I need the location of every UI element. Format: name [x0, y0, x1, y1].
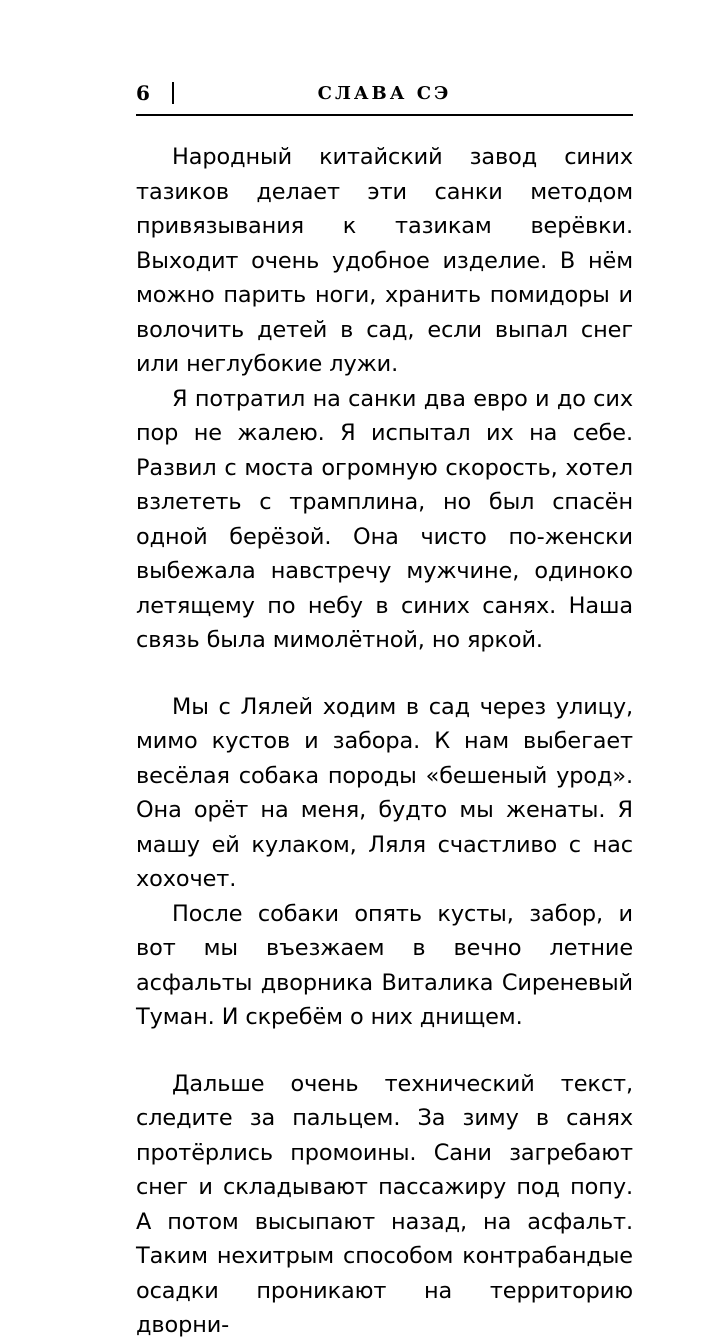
running-head [136, 78, 633, 116]
body-text [136, 140, 633, 1343]
paragraph: Мы с Лялей ходим в сад через улицу, мимо кустов и забора. К нам выбегает весёлая собака породы «бешеный урод». Она орёт на меня, будто мы женаты. Я машу ей кулаком, Ляля счастливо с нас хохочет. [136, 693, 633, 892]
paragraph: После собаки опять кусты, забор, и вот мы въезжаем в вечно летние асфальты дворника Виталика Сиреневый Туман. И скребём о них днищем. [136, 900, 633, 1030]
page-number: 6 [136, 81, 150, 105]
page-content [136, 78, 633, 1343]
paragraph: Народный китайский завод синих тазиков делает эти санки методом привязывания к тазикам верёвки. Выходит очень удобное изделие. В нём можно парить ноги, хранить помидоры и волочить детей в сад, если выпал снег или неглубокие лужи. [136, 144, 633, 377]
running-head-title: СЛАВА СЭ [317, 82, 452, 104]
paragraph: Дальше очень технический текст, следите за пальцем. За зиму в санях протёрлись промоины. Сани загребают снег и складывают пассажиру под попу. А потом высыпают назад, на асфальт. Таким нехитрым способом контрабандые осадки проникают на территорию дворни- [136, 1070, 633, 1338]
paragraph: Я потратил на санки два евро и до сих пор не жалею. Я испытал их на себе. Развил с моста огромную скорость, хотел взлететь с трамплина, но был спасён одной берёзой. Она чисто по-женски выбежала навстречу мужчине, одиноко летящему по небу в синих санях. Наша связь была мимолётной, но яркой. [136, 385, 633, 653]
